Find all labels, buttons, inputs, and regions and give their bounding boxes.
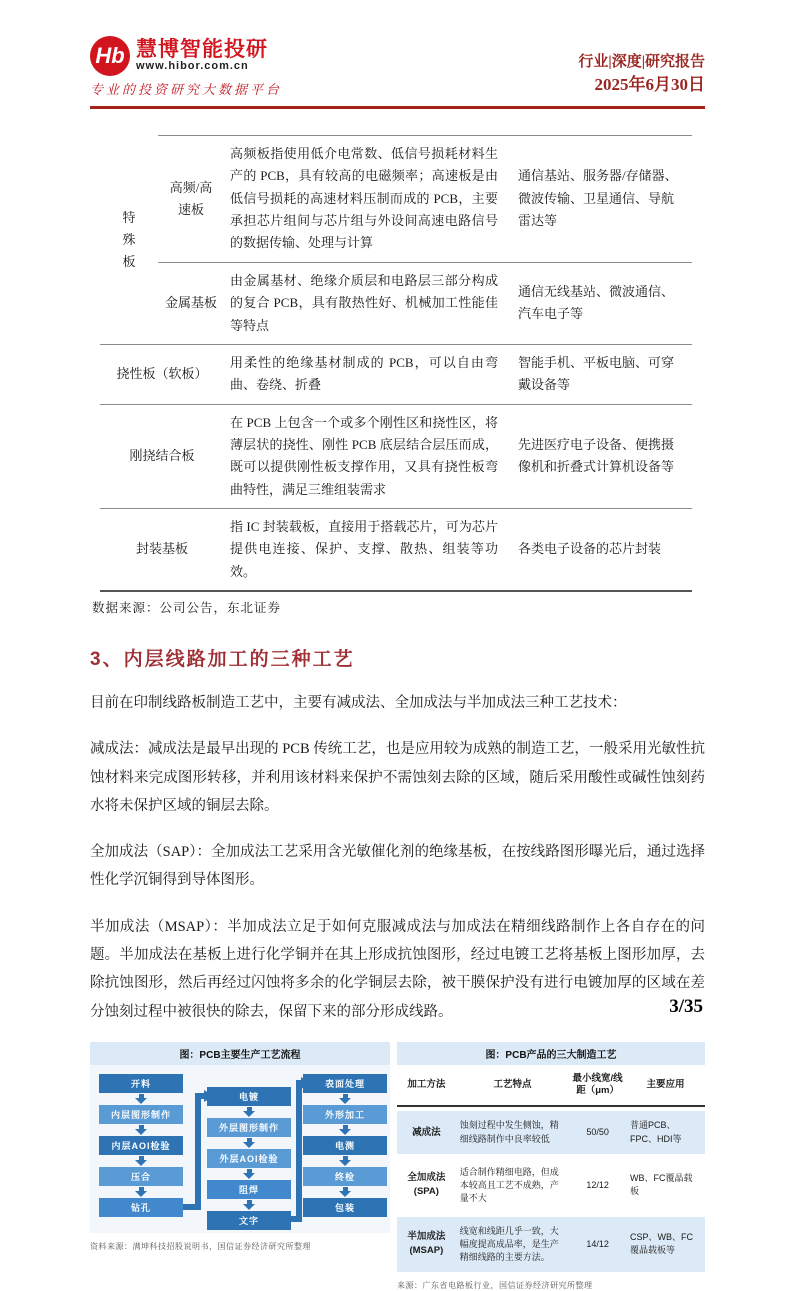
cell-method: 全加成法 (SPA) — [407, 1172, 446, 1198]
flowchart-column-3 — [303, 1074, 387, 1217]
cell-method: 减成法 — [397, 1111, 456, 1153]
flow-step: 表面处理 — [303, 1074, 387, 1093]
cell-min-width: 12/12 — [586, 1179, 609, 1190]
arrow-down-icon — [243, 1106, 255, 1118]
arrow-down-icon — [339, 1186, 351, 1198]
cell-feature: 适合制作精细电路，但成本较高且工艺不成熟，产量不大 — [459, 1166, 559, 1203]
table-row — [100, 509, 692, 592]
process-table-header-row — [397, 1065, 705, 1107]
figure-pcb-process-flowchart — [90, 1042, 390, 1291]
flow-step: 外层AOI检验 — [207, 1149, 291, 1168]
flow-step: 阻焊 — [207, 1180, 291, 1199]
cell-applications: WB、FC覆晶载板 — [629, 1173, 693, 1197]
table-row — [397, 1158, 705, 1213]
flowchart-column-1 — [99, 1074, 183, 1217]
flow-step: 包装 — [303, 1198, 387, 1217]
arrow-down-icon — [135, 1186, 147, 1198]
flow-step: 压合 — [99, 1167, 183, 1186]
arrow-down-icon — [339, 1155, 351, 1167]
paragraph-sap: 全加成法（SAP）：全加成法工艺采用含光敏催化剂的绝缘基板，在按线路图形曝光后，通过选择性化学沉铜得到导体图形。 — [90, 844, 705, 889]
page-header — [90, 36, 705, 109]
table-row — [397, 1217, 705, 1272]
cell-min-width: 50/50 — [569, 1111, 626, 1153]
flowchart-column-2 — [207, 1087, 291, 1230]
table-row — [100, 344, 692, 404]
cell-type-label: 刚挠结合板 — [100, 404, 224, 508]
report-type-label: 行业|深度|研究报告 — [578, 53, 705, 70]
hibor-logo — [90, 36, 282, 98]
cell-description: 在 PCB 上包含一个或多个刚性区和挠性区，将薄层状的挠性、刚性 PCB 底层结合层压而成，既可以提供刚性板支撑作用，又具有挠性板弯曲特性，满足三维组装需求 — [224, 404, 512, 508]
flowchart-body — [90, 1065, 390, 1233]
cell-subtype: 金属基板 — [158, 262, 224, 344]
flow-step: 钻孔 — [99, 1198, 183, 1217]
col-header-width: 最小线宽/线距（μm） — [569, 1065, 626, 1107]
cell-description: 用柔性的绝缘基材制成的 PCB，可以自由弯曲、卷绕、折叠 — [224, 344, 512, 404]
arrow-down-icon — [135, 1124, 147, 1136]
cell-description: 高频板指使用低介电常数、低信号损耗材料生产的 PCB，具有较高的电磁频率；高速板是由低信号损耗的高速材料压制而成的 PCB，主要承担芯片组间与芯片组与外设间高速电路信号的数据传输、处理与计算 — [224, 136, 512, 263]
cell-applications: 先进医疗电子设备、便携摄像机和折叠式计算机设备等 — [512, 404, 692, 508]
col-header-feature: 工艺特点 — [456, 1065, 569, 1107]
table-row — [100, 262, 692, 344]
arrow-down-icon — [135, 1155, 147, 1167]
arrow-down-icon — [339, 1093, 351, 1105]
cell-description: 由金属基材、绝缘介质层和电路层三部分构成的复合 PCB，具有散热性好、机械加工性能佳等特点 — [224, 262, 512, 344]
page-number: 3/35 — [669, 996, 703, 1017]
cell-feature: 线宽和线距几乎一致，大幅度提高成品率，是生产精细线路的主要方法。 — [456, 1217, 569, 1272]
process-table — [397, 1065, 705, 1272]
flow-step: 文字 — [207, 1211, 291, 1230]
cell-applications: CSP、WB、FC覆晶载板等 — [626, 1217, 705, 1272]
col-header-method: 加工方法 — [397, 1065, 456, 1107]
flowchart-title: 图：PCB主要生产工艺流程 — [90, 1042, 390, 1065]
table-row — [397, 1111, 705, 1153]
brand-slogan: 专业的投资研究大数据平台 — [90, 82, 283, 97]
cell-subtype: 高频/高速板 — [158, 136, 224, 263]
process-table-title: 图：PCB产品的三大制造工艺 — [397, 1042, 705, 1065]
process-table-source: 来源：广东省电路板行业，国信证券经济研究所整理 — [397, 1280, 593, 1290]
cell-min-width: 14/12 — [569, 1217, 626, 1272]
brand-name: 慧博智能投研 — [136, 38, 268, 62]
cell-group-label: 特殊板 — [122, 209, 136, 269]
col-header-apps: 主要应用 — [626, 1065, 705, 1107]
flow-step: 内层AOI检验 — [99, 1136, 183, 1155]
paragraph-intro: 目前在印制线路板制造工艺中，主要有减成法、全加成法与半加成法三种工艺技术： — [90, 695, 627, 712]
cell-applications: 各类电子设备的芯片封装 — [512, 509, 692, 592]
section-heading: 3、内层线路加工的三种工艺 — [90, 649, 355, 671]
flow-step: 外形加工 — [303, 1105, 387, 1124]
table-row — [100, 404, 692, 508]
arrow-down-icon — [135, 1093, 147, 1105]
cell-type-label: 封装基板 — [100, 509, 224, 592]
flow-step: 电镀 — [207, 1087, 291, 1106]
cell-applications: 通信基站、服务器/存储器、微波传输、卫星通信、导航雷达等 — [512, 136, 692, 263]
cell-applications: 普通PCB、FPC、HDI等 — [626, 1111, 705, 1153]
arrow-down-icon — [243, 1168, 255, 1180]
flowchart-source: 资料来源：满坤科技招股说明书，国信证券经济研究所整理 — [90, 1241, 311, 1251]
cell-applications: 智能手机、平板电脑、可穿戴设备等 — [512, 344, 692, 404]
arrow-down-icon — [339, 1124, 351, 1136]
arrow-down-icon — [243, 1137, 255, 1149]
flow-step: 外层图形制作 — [207, 1118, 291, 1137]
report-date: 2025年6月30日 — [594, 75, 705, 95]
table-row — [100, 136, 692, 263]
cell-feature: 蚀刻过程中发生侧蚀，精细线路制作中良率较低 — [456, 1111, 569, 1153]
arrow-down-icon — [243, 1199, 255, 1211]
flow-step: 内层图形制作 — [99, 1105, 183, 1124]
paragraph-subtractive: 减成法：减成法是最早出现的 PCB 传统工艺，也是应用较为成熟的制造工艺，一般采用光敏性抗蚀材料来完成图形转移，并利用该材料来保护不需蚀刻去除的区域，随后采用酸性或碱性蚀刻药水将未保护区域的铜层去除。 — [90, 741, 705, 814]
cell-applications: 通信无线基站、微波通信、汽车电子等 — [512, 262, 692, 344]
cell-type-label: 挠性板（软板） — [100, 344, 224, 404]
table-source-note: 数据来源：公司公告，东北证券 — [92, 601, 282, 616]
flow-step: 电测 — [303, 1136, 387, 1155]
hibor-logo-icon: Hb — [90, 36, 130, 76]
flow-step: 开料 — [99, 1074, 183, 1093]
cell-description: 指 IC 封装载板，直接用于搭载芯片，可为芯片提供电连接、保护、支撑、散热、组装等功效。 — [224, 509, 512, 592]
brand-url: www.hibor.com.cn — [136, 60, 249, 73]
paragraph-msap: 半加成法（MSAP）：半加成法立足于如何克服减成法与加成法在精细线路制作上各自存在的问题。半加成法在基板上进行化学铜并在其上形成抗蚀图形，经过电镀工艺将基板上图形加厚，去除抗蚀图形，然后再经过闪蚀将多余的化学铜层去除，被干膜保护没有进行电镀加厚的区域在差分蚀刻过程中被很快的除去，保留下来的部分形成线路。 — [90, 918, 705, 1020]
figure-three-processes-table — [397, 1042, 705, 1291]
cell-method: 半加成法 (MSAP) — [397, 1217, 456, 1272]
pcb-type-table — [100, 135, 692, 592]
flow-step: 终检 — [303, 1167, 387, 1186]
